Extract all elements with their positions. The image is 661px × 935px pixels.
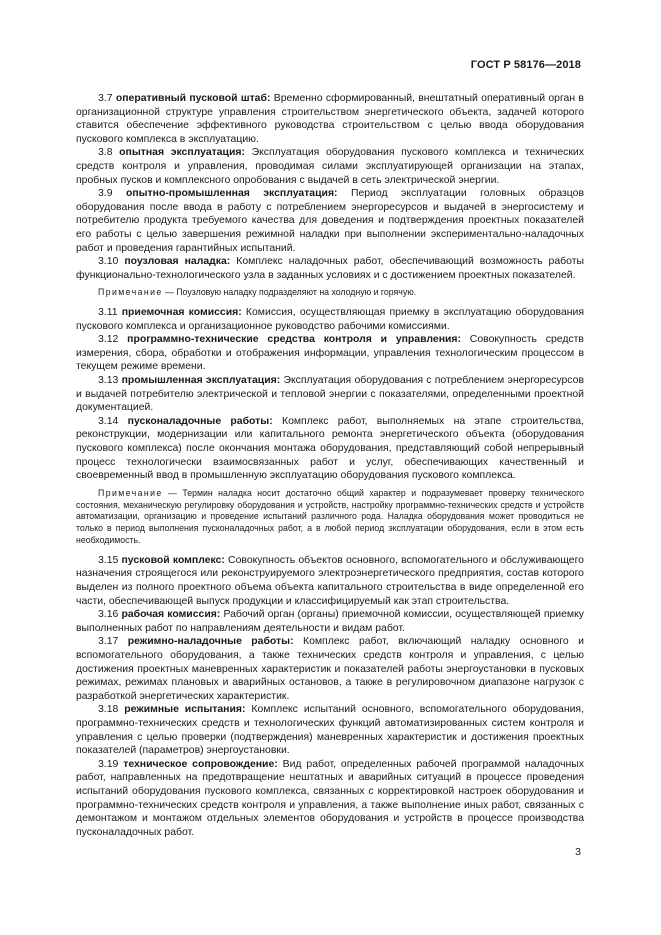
definition-paragraph [76,255,584,282]
clause-number: 3.7 [98,93,113,104]
definition-paragraph [76,187,584,255]
clause-number: 3.10 [98,256,119,268]
defined-term: программно-технические средства контроля и управления: [127,334,461,346]
note-text: — Поузловую наладку подразделяют на холодную и горячую. [162,287,417,298]
note-label: Примечание [98,287,163,298]
clause-number: 3.12 [98,334,119,346]
definition-text: Период эксплуатации головных образцов оборудования после ввода в работу с потреблением энергоресурсов и выдачей в энергосистему и потребителю продукта требуемого качества для доведения и подтверждения проектных показателей его работы с целью завершения режимной наладки при выполнении экспериментально-наладочных работ и проведения гарантийных испытаний. [76,188,585,254]
defined-term: оперативный пусковой штаб: [115,93,271,104]
clause-number: 3.16 [98,609,119,621]
defined-term: промышленная эксплуатация: [121,375,281,387]
definition-text: Рабочий орган (органы) приемочной комиссии, осуществляющей приемку выполненных работ по направлениям деятельности и видам работ. [76,609,585,634]
definition-text: Комиссия, осуществляющая приемку в эксплуатацию оборудования пускового комплекса и организационное руководство рабочими комиссиями. [76,307,585,332]
definition-paragraph [76,374,584,415]
clause-number: 3.18 [98,704,119,716]
defined-term: опытная эксплуатация: [119,147,245,159]
defined-term: техническое сопровождение: [123,758,278,770]
definition-paragraph [76,333,584,374]
definition-text: Вид работ, определенных рабочей программой наладочных работ, направленных на предотвращение нештатных и аварийных ситуаций в процессе проведения испытаний оборудования пускового комплекса, связанных с корректировкой настроек оборудования и программно-технических средств контроля и управления, а также выполнение иных работ, связанных с демонтажом и монтажом отдельных элементов оборудования и устройств в процессе производства пусконаладочных работ. [76,758,585,838]
definition-paragraph [76,554,584,608]
document-id: ГОСТ Р 58176—2018 [470,59,581,71]
definition-text: Комплекс работ, выполняемых на этапе строительства, реконструкции, модернизации или капитального ремонта энергетического объекта (оборудования пускового комплекса) после окончания монтажа оборудования, представляющий собой непрерывный процесс технологически взаимосвязанных работ и услуг, обеспечивающих качественный и своевременный ввод в промышленную эксплуатацию оборудования пускового комплекса. [76,415,584,482]
defined-term: поузловая наладка: [124,256,231,268]
definition-paragraph [76,306,584,333]
definition-paragraph [76,415,584,483]
clause-number: 3.17 [98,636,119,648]
defined-term: пусковой комплекс: [121,554,225,566]
clause-number: 3.15 [98,554,119,566]
defined-term: опытно-промышленная эксплуатация: [125,188,338,200]
definition-paragraph [76,635,584,703]
note-text: — Термин наладка носит достаточно общий характер и подразумевает проверку технического состояния, механическую регулировку оборудования и устройств, настройку программно-технических средств и устройств автоматизации, организацию и проведение испытаний различного рода. Наладка оборудования может проводиться не только в период выполнения пусконаладочных работ, а в любой период эксплуатации оборудования, если в этом есть необходимость. [76,487,584,546]
clause-number: 3.13 [98,375,119,387]
clause-number: 3.14 [98,415,119,427]
document-body [76,92,584,839]
note-label: Примечание [98,487,163,498]
definition-text: Комплекс наладочных работ, обеспечивающий возможность работы функционально-технологического узла в заданных условиях и с достижением проектных показателей. [76,256,584,281]
definition-paragraph [76,146,584,187]
definition-paragraph [76,703,584,757]
definition-paragraph [76,758,584,840]
page-number: 3 [575,846,581,858]
note-paragraph [76,287,584,299]
defined-term: пусконаладочные работы: [127,415,273,427]
definition-text: Комплекс работ, включающий наладку основного и вспомогательного оборудования, а также технических средств контроля и управления, с целью достижения проектных маневренных характеристик и показателей работы энергоустановки в пусковых режимах, режимах плановых и аварийных остановов, а также в регулировочном диапазоне нагрузок с разработкой энергетических характеристик. [76,636,584,702]
clause-number: 3.19 [98,758,119,770]
clause-number: 3.8 [98,147,113,159]
defined-term: рабочая комиссия: [121,609,221,621]
definition-paragraph [76,92,584,146]
defined-term: режимно-наладочные работы: [127,636,294,648]
definition-text: Комплекс испытаний основного, вспомогательного оборудования, программно-технических средств и технологических функций автоматизированных систем контроля и управления с целью проверки (подтверждения) маневренных характеристик и достижения проектных показателей (параметров) энергоустановки. [76,704,584,757]
defined-term: режимные испытания: [124,704,246,716]
clause-number: 3.11 [98,307,118,319]
note-paragraph [76,488,584,547]
defined-term: приемочная комиссия: [121,307,242,319]
definition-text: Совокупность объектов основного, вспомогательного и обслуживающего назначения строящегося или реконструируемого электроэнергетического предприятия, состав которого выделен из полного проектного объема объекта капитального строительства в виде определенной его части, обеспечивающей выпуск продукции и классифицируемый как этап строительства. [76,554,584,607]
clause-number: 3.9 [98,188,113,200]
definition-paragraph [76,608,584,635]
definition-text: Временно сформированный, внештатный оперативный орган в организационной структуре управления строительством энергетического объекта, задачей которого ставится обеспечение эффективного руководства строительством с целью ввода оборудования пускового комплекса в эксплуатацию. [76,93,584,145]
definition-text: Эксплуатация оборудования с потреблением энергоресурсов и выдачей потребителю электрической и тепловой энергии с показателями, определенными проектной документацией. [76,375,584,414]
definition-text: Эксплуатация оборудования пускового комплекса и технических средств контроля и управления, проводимая силами эксплуатирующей организации на этапах, пробных пусков и комплексного опробования с выдачей в сеть электрической энергии. [76,147,584,186]
definition-text: Совокупность средств измерения, сбора, обработки и отображения информации, управления технологическим процессом в текущем режиме времени. [76,334,584,373]
